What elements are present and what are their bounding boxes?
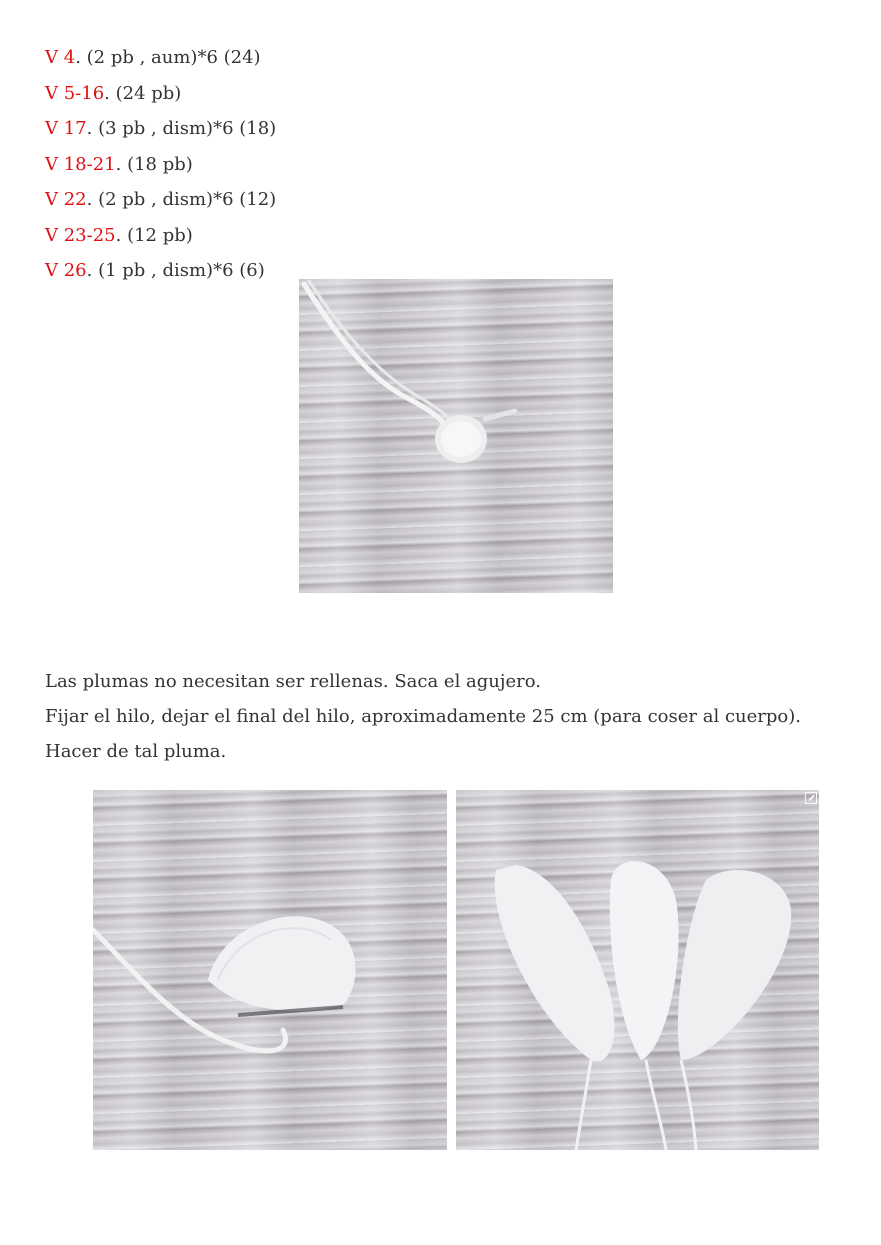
round-text: . (18 pb) bbox=[115, 153, 193, 175]
round-text: . (2 pb , aum)*6 (24) bbox=[75, 47, 261, 68]
round-label: V 17 bbox=[45, 118, 87, 139]
three-feathers-illustration bbox=[456, 790, 819, 1150]
photo-feathers-three bbox=[456, 790, 819, 1150]
round-row-5-16 bbox=[45, 76, 276, 112]
photo-closed-end bbox=[299, 279, 613, 593]
round-label: V 5-16 bbox=[45, 82, 105, 104]
round-row-4 bbox=[45, 40, 276, 76]
round-row-26 bbox=[45, 253, 276, 289]
round-label: V 18-21 bbox=[45, 153, 116, 175]
instruction-paragraph: Fijar el hilo, dejar el final del hilo, aproximadamente 25 cm (para coser al cuerpo). Hacer de tal pluma. bbox=[45, 706, 801, 762]
round-text: . (12 pb) bbox=[115, 224, 193, 246]
round-instructions bbox=[45, 40, 276, 289]
round-text: . (3 pb , dism)*6 (18) bbox=[86, 118, 277, 139]
round-text: . (1 pb , dism)*6 (6) bbox=[86, 260, 265, 281]
feather-illustration bbox=[93, 790, 447, 1150]
round-row-22 bbox=[45, 182, 276, 218]
round-row-23-25 bbox=[45, 218, 276, 254]
round-text: . (24 pb) bbox=[104, 82, 182, 104]
round-label: V 26 bbox=[45, 260, 87, 281]
round-row-18-21 bbox=[45, 147, 276, 183]
round-label: V 4 bbox=[45, 47, 76, 68]
round-label: V 23-25 bbox=[45, 224, 116, 246]
instruction-paragraph: Las plumas no necesitan ser rellenas. Saca el agujero. bbox=[45, 671, 541, 692]
photo-feather-single bbox=[93, 790, 447, 1150]
expand-icon[interactable] bbox=[805, 792, 817, 804]
round-row-17 bbox=[45, 111, 276, 147]
yarn-ball-illustration bbox=[299, 279, 613, 593]
round-label: V 22 bbox=[45, 189, 87, 210]
round-text: . (2 pb , dism)*6 (12) bbox=[86, 189, 277, 210]
